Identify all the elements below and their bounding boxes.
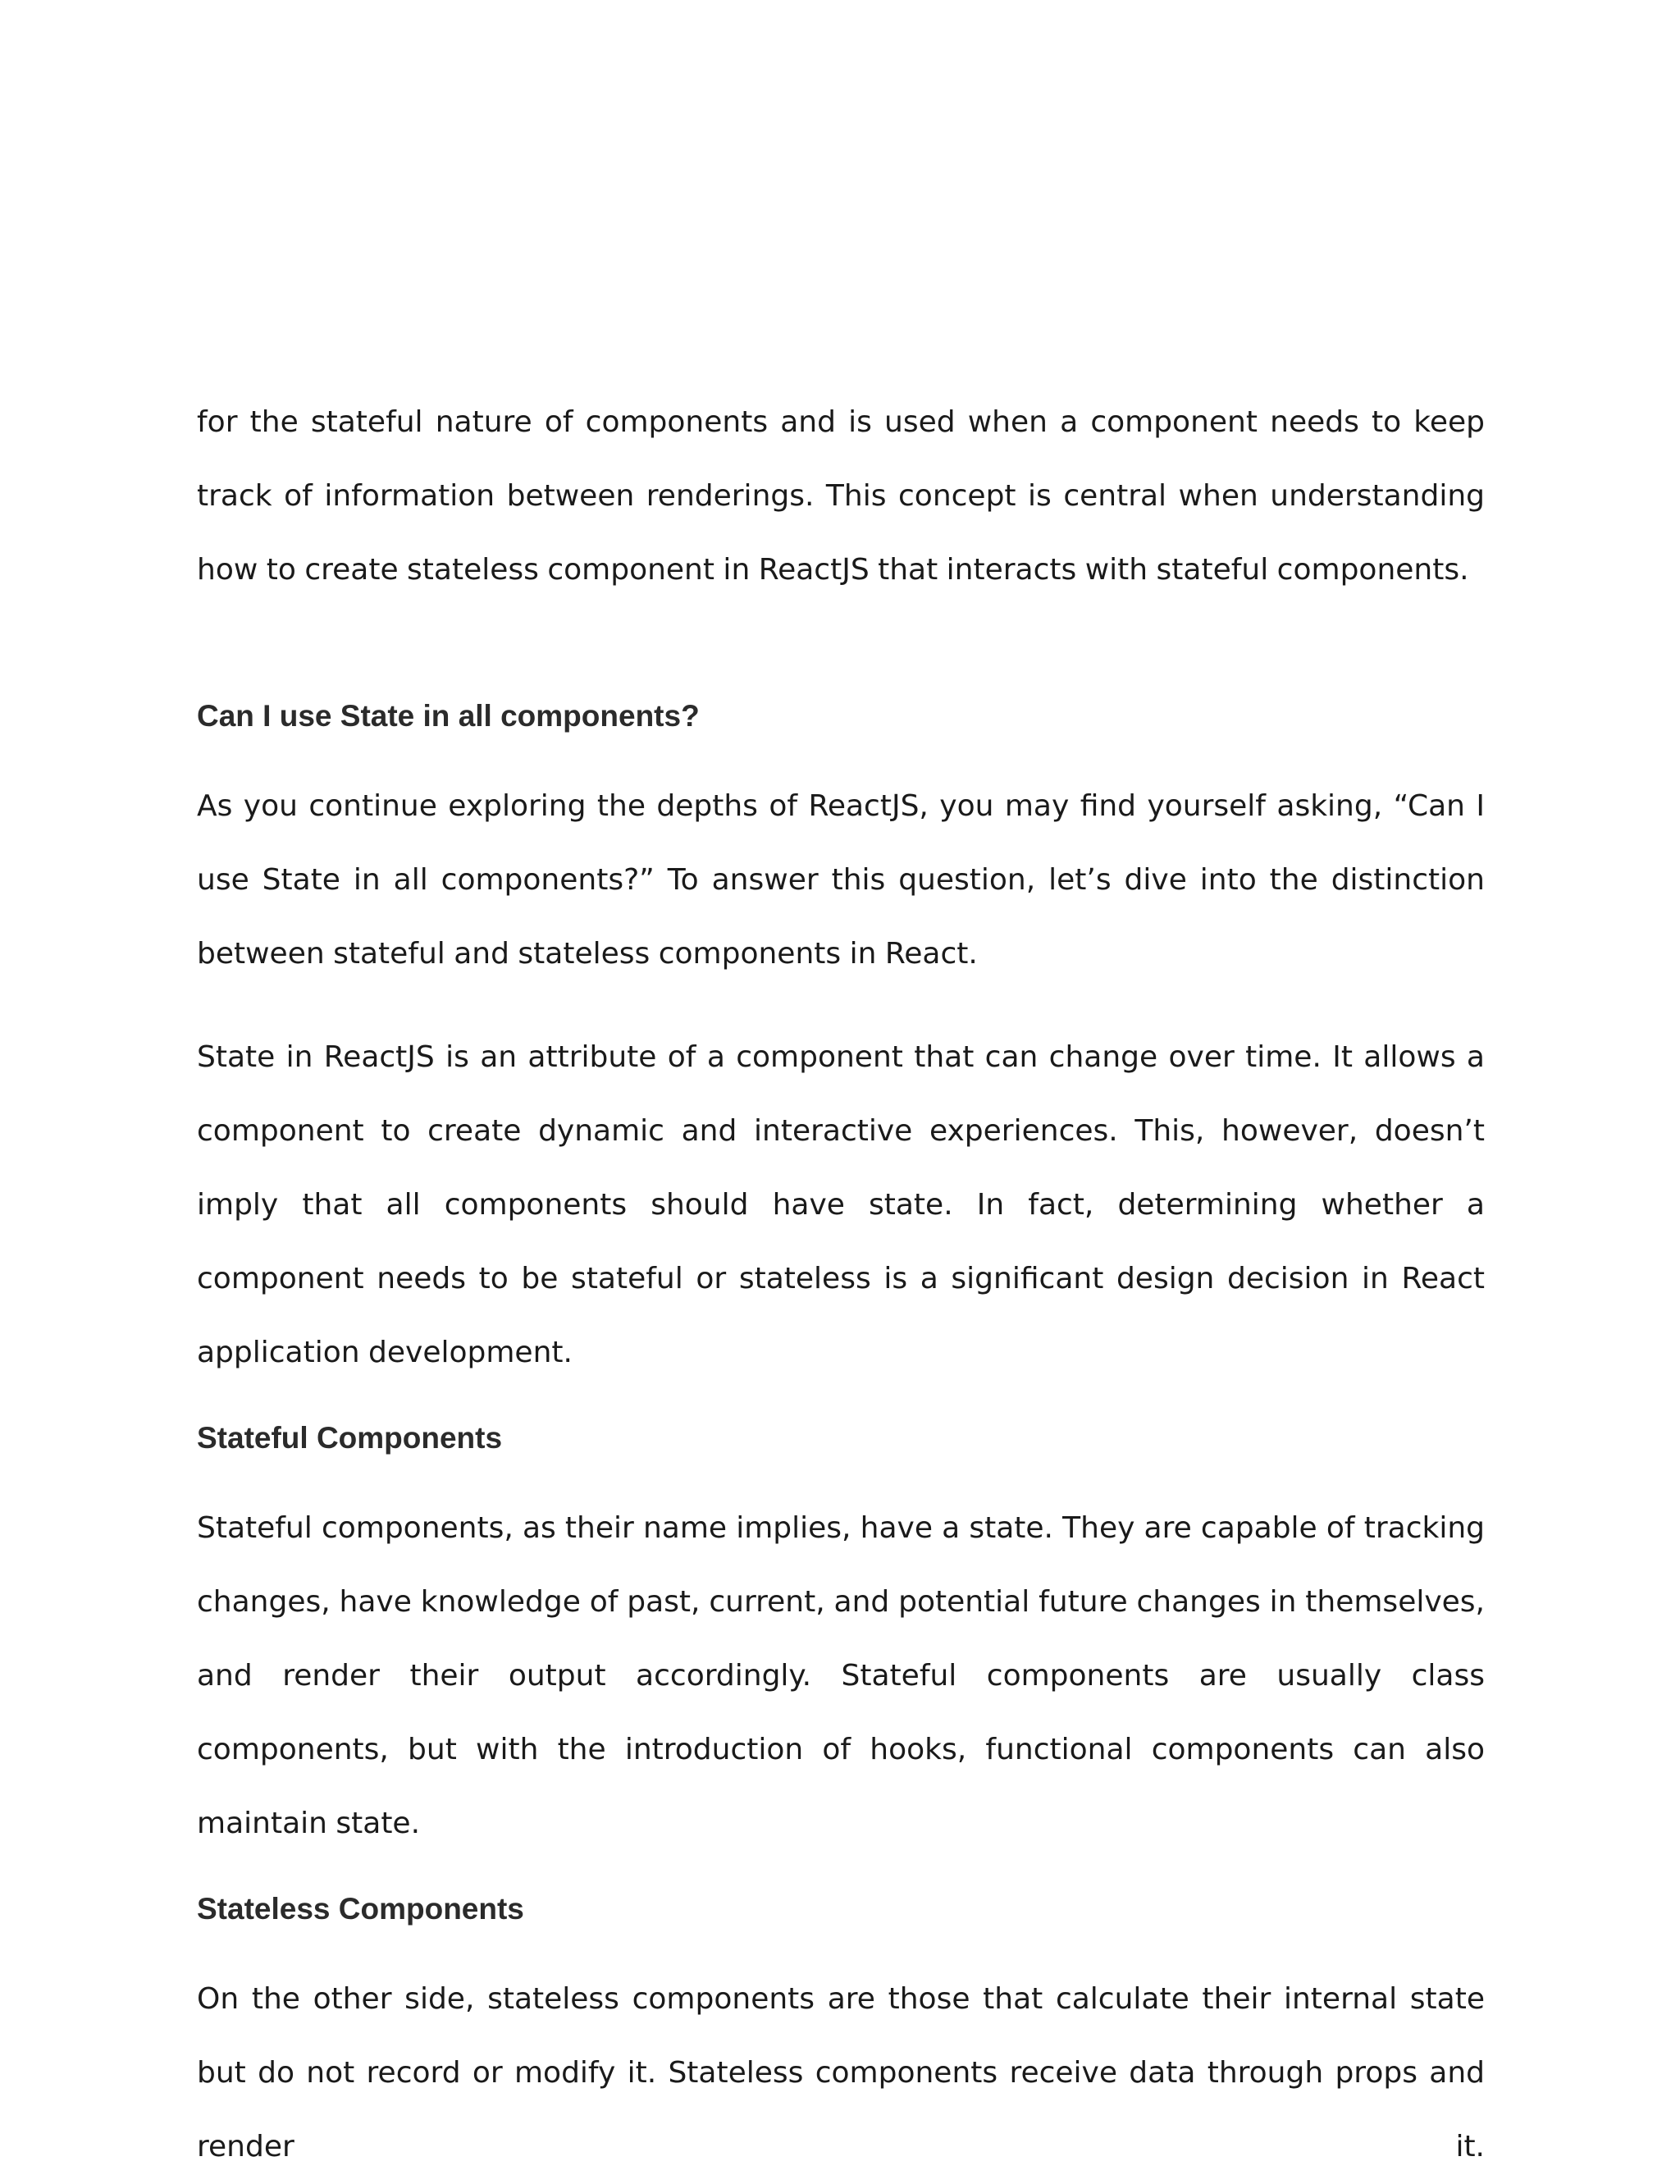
paragraph-continue-exploring: As you continue exploring the depths of ReactJS, you may find yourself asking, “Can I use State in all components?” To answer this question, let’s dive into the distinction between stateful and stateless components in React. — [197, 789, 1485, 971]
heading-stateless-components: Stateless Components — [197, 1892, 524, 1926]
paragraph-state-in-reactjs: State in ReactJS is an attribute of a component that can change over time. It allows a component to create dynamic and interactive experiences. This, however, doesn’t imply that all components should have state. In fact, determining whether a component needs to be stateful or stateless is a significant design decision in React application development. — [197, 1040, 1485, 1369]
paragraph-stateful-nature: for the stateful nature of components and is used when a component needs to keep track of information between renderings. This concept is central when understanding how to create stateless component in ReactJS that interacts with stateful components. — [197, 405, 1485, 587]
paragraph-stateful-components: Stateful components, as their name implies, have a state. They are capable of tracking changes, have knowledge of past, current, and potential future changes in themselves, and render their output accordingly. Stateful components are usually class components, but with the introduction of hooks, functional components can also maintain state. — [197, 1511, 1485, 1840]
paragraph-stateless-components: On the other side, stateless components are those that calculate their internal state but do not record or modify it. Stateless components receive data through props and render it. — [197, 1982, 1485, 2163]
heading-can-i-use-state: Can I use State in all components? — [197, 699, 700, 733]
heading-stateful-components: Stateful Components — [197, 1421, 503, 1455]
document-page — [197, 386, 1485, 2184]
